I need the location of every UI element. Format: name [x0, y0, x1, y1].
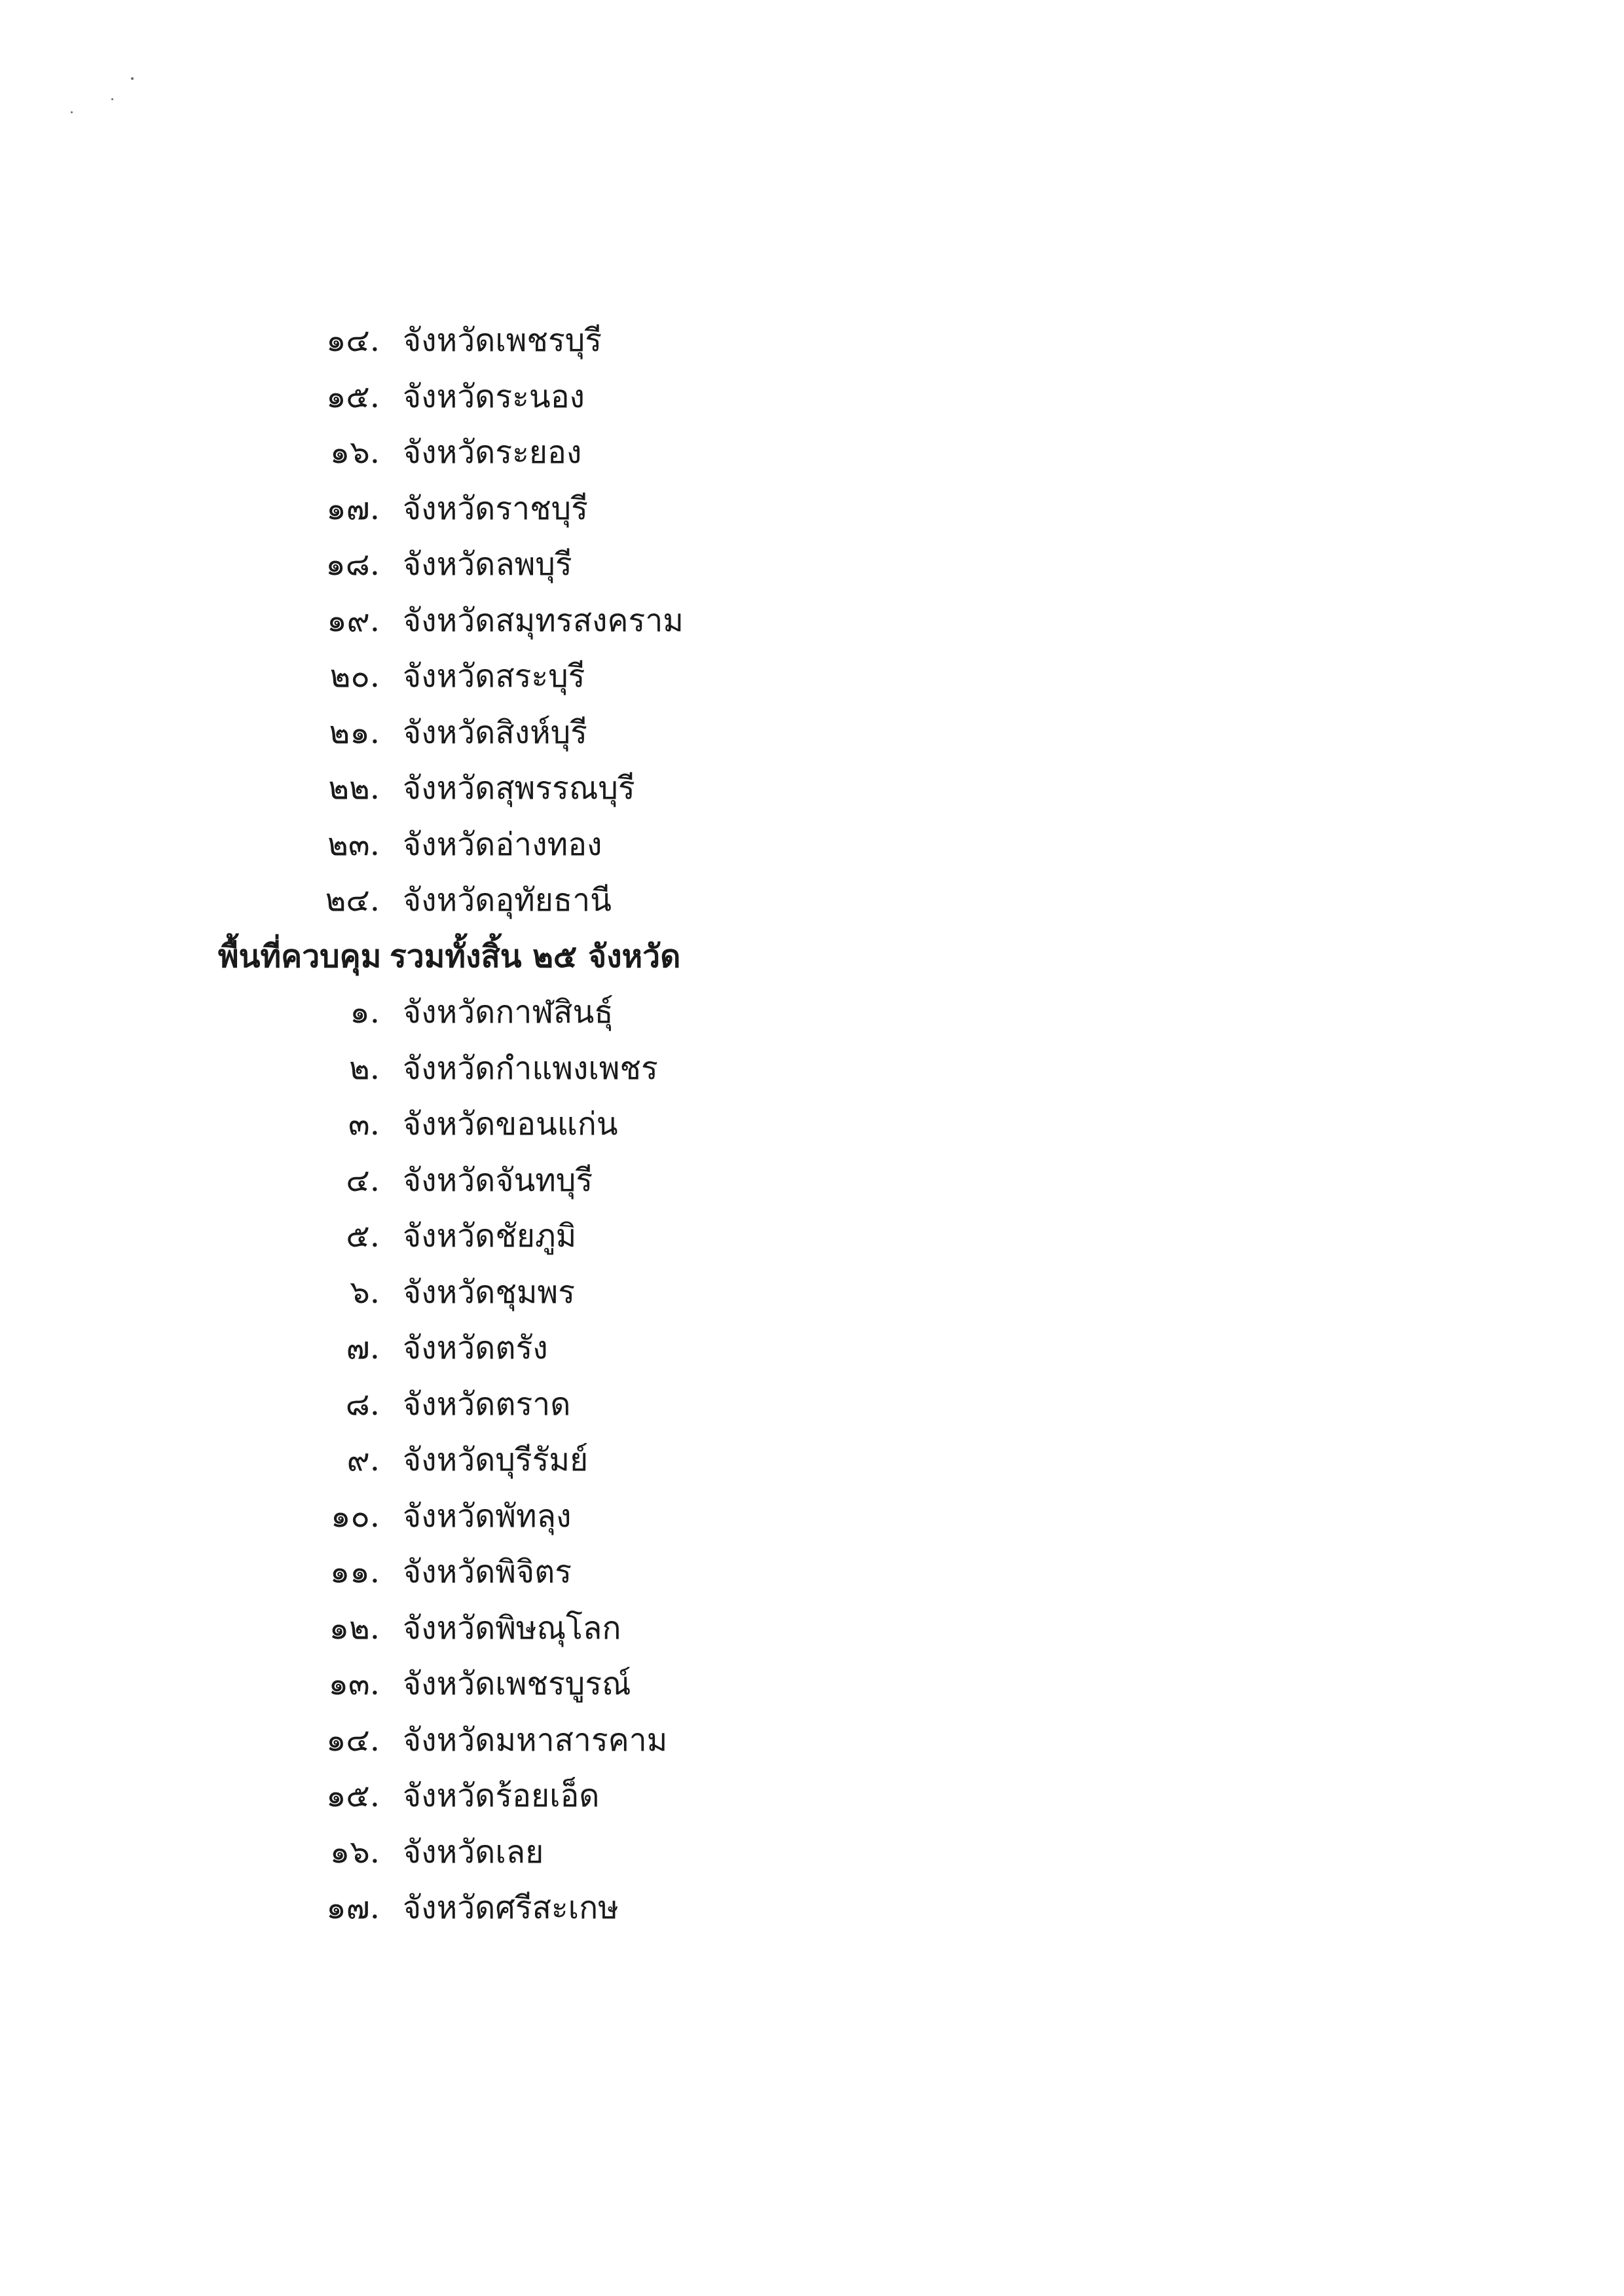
list-item — [0, 593, 1624, 649]
item-number: ๖. — [350, 1273, 380, 1311]
province-name: จังหวัดกำแพงเพชร — [403, 1049, 658, 1087]
province-name: จังหวัดสิงห์บุรี — [403, 714, 587, 751]
province-name: จังหวัดตรัง — [403, 1330, 548, 1366]
scan-speck — [71, 111, 73, 113]
list-item — [0, 705, 1624, 761]
item-number: ๑๐. — [330, 1497, 380, 1535]
province-name: จังหวัดร้อยเอ็ด — [403, 1777, 600, 1814]
province-name: จังหวัดบุรีรัมย์ — [403, 1442, 589, 1478]
list-item — [0, 1041, 1624, 1097]
item-number: ๒. — [349, 1049, 380, 1087]
section-heading-label: พื้นที่ควบคุม — [218, 938, 382, 975]
item-number: ๕. — [346, 1218, 380, 1254]
province-name: จังหวัดขอนแก่น — [403, 1106, 618, 1142]
list-item — [0, 1153, 1624, 1209]
item-number: ๑๗. — [326, 490, 380, 527]
list-item — [0, 1880, 1624, 1937]
list-item — [0, 1209, 1624, 1265]
province-name: จังหวัดศรีสะเกษ — [403, 1889, 619, 1926]
list-item — [0, 481, 1624, 538]
province-name: จังหวัดกาฬสินธุ์ — [403, 994, 614, 1030]
item-number: ๑๕. — [325, 378, 380, 415]
item-number: ๒๐. — [329, 658, 380, 695]
list-item — [0, 369, 1624, 426]
list-item — [0, 1768, 1624, 1825]
province-name: จังหวัดเลย — [403, 1833, 544, 1870]
item-number: ๑๕. — [325, 1777, 380, 1814]
scan-speck — [131, 77, 134, 80]
province-name: จังหวัดสระบุรี — [403, 658, 585, 695]
item-number: ๑๑. — [329, 1554, 380, 1590]
province-name: จังหวัดชัยภูมิ — [403, 1218, 577, 1254]
list-item — [0, 1544, 1624, 1601]
list-item — [0, 761, 1624, 817]
item-number: ๔. — [346, 1161, 380, 1199]
list-item — [0, 537, 1624, 593]
list-item — [0, 313, 1624, 369]
province-name: จังหวัดระยอง — [403, 434, 582, 471]
province-name: จังหวัดเพชรบุรี — [403, 322, 602, 359]
list-item — [0, 817, 1624, 873]
item-number: ๗. — [346, 1330, 380, 1366]
item-number: ๒๔. — [325, 882, 380, 919]
item-number: ๑๗. — [326, 1889, 380, 1926]
list-item — [0, 1656, 1624, 1713]
province-name: จังหวัดราชบุรี — [403, 490, 588, 527]
item-number: ๑๙. — [327, 602, 380, 639]
list-item — [0, 649, 1624, 705]
list-item — [0, 1321, 1624, 1377]
item-number: ๑๖. — [329, 1833, 380, 1870]
item-number: ๑๔. — [325, 322, 380, 359]
province-name: จังหวัดมหาสารคาม — [403, 1721, 668, 1758]
list-item — [0, 985, 1624, 1041]
item-number: ๙. — [346, 1442, 380, 1478]
list-item — [0, 1489, 1624, 1545]
list-item — [0, 425, 1624, 481]
section-heading-total: รวมทั้งสิ้น ๒๕ จังหวัด — [390, 938, 681, 975]
province-name: จังหวัดชุมพร — [403, 1273, 575, 1311]
item-number: ๒๓. — [327, 826, 380, 863]
item-number: ๒๑. — [329, 714, 380, 751]
province-name: จังหวัดอุทัยธานี — [403, 882, 612, 919]
province-name: จังหวัดตราด — [403, 1385, 571, 1423]
province-name: จังหวัดพิษณุโลก — [403, 1609, 621, 1647]
list-item — [0, 1097, 1624, 1153]
item-number: ๒๒. — [328, 770, 380, 807]
list-item — [0, 1377, 1624, 1433]
list-item — [0, 873, 1624, 929]
province-name: จังหวัดพัทลุง — [403, 1497, 572, 1535]
list-item — [0, 1432, 1624, 1489]
province-name: จังหวัดพิจิตร — [403, 1554, 572, 1590]
province-name: จังหวัดเพชรบูรณ์ — [403, 1666, 631, 1702]
item-number: ๑๖. — [329, 434, 380, 471]
province-list — [0, 313, 1624, 1937]
province-name: จังหวัดสุพรรณบุรี — [403, 770, 635, 807]
scan-speck — [111, 98, 113, 100]
item-number: ๘. — [345, 1385, 380, 1423]
item-number: ๑. — [350, 994, 380, 1030]
item-number: ๑๒. — [329, 1609, 380, 1647]
list-item — [0, 1825, 1624, 1881]
province-name: จังหวัดอ่างทอง — [403, 826, 602, 863]
list-item — [0, 1601, 1624, 1657]
item-number: ๑๔. — [325, 1721, 380, 1758]
item-number: ๓. — [348, 1106, 380, 1142]
item-number: ๑๘. — [325, 546, 380, 583]
section-heading — [0, 929, 1624, 985]
province-name: จังหวัดลพบุรี — [403, 546, 572, 583]
item-number: ๑๓. — [328, 1666, 380, 1702]
list-item — [0, 1713, 1624, 1769]
list-item — [0, 1265, 1624, 1321]
province-name: จังหวัดสมุทรสงคราม — [403, 602, 684, 639]
province-name: จังหวัดระนอง — [403, 378, 585, 415]
province-name: จังหวัดจันทบุรี — [403, 1161, 593, 1199]
